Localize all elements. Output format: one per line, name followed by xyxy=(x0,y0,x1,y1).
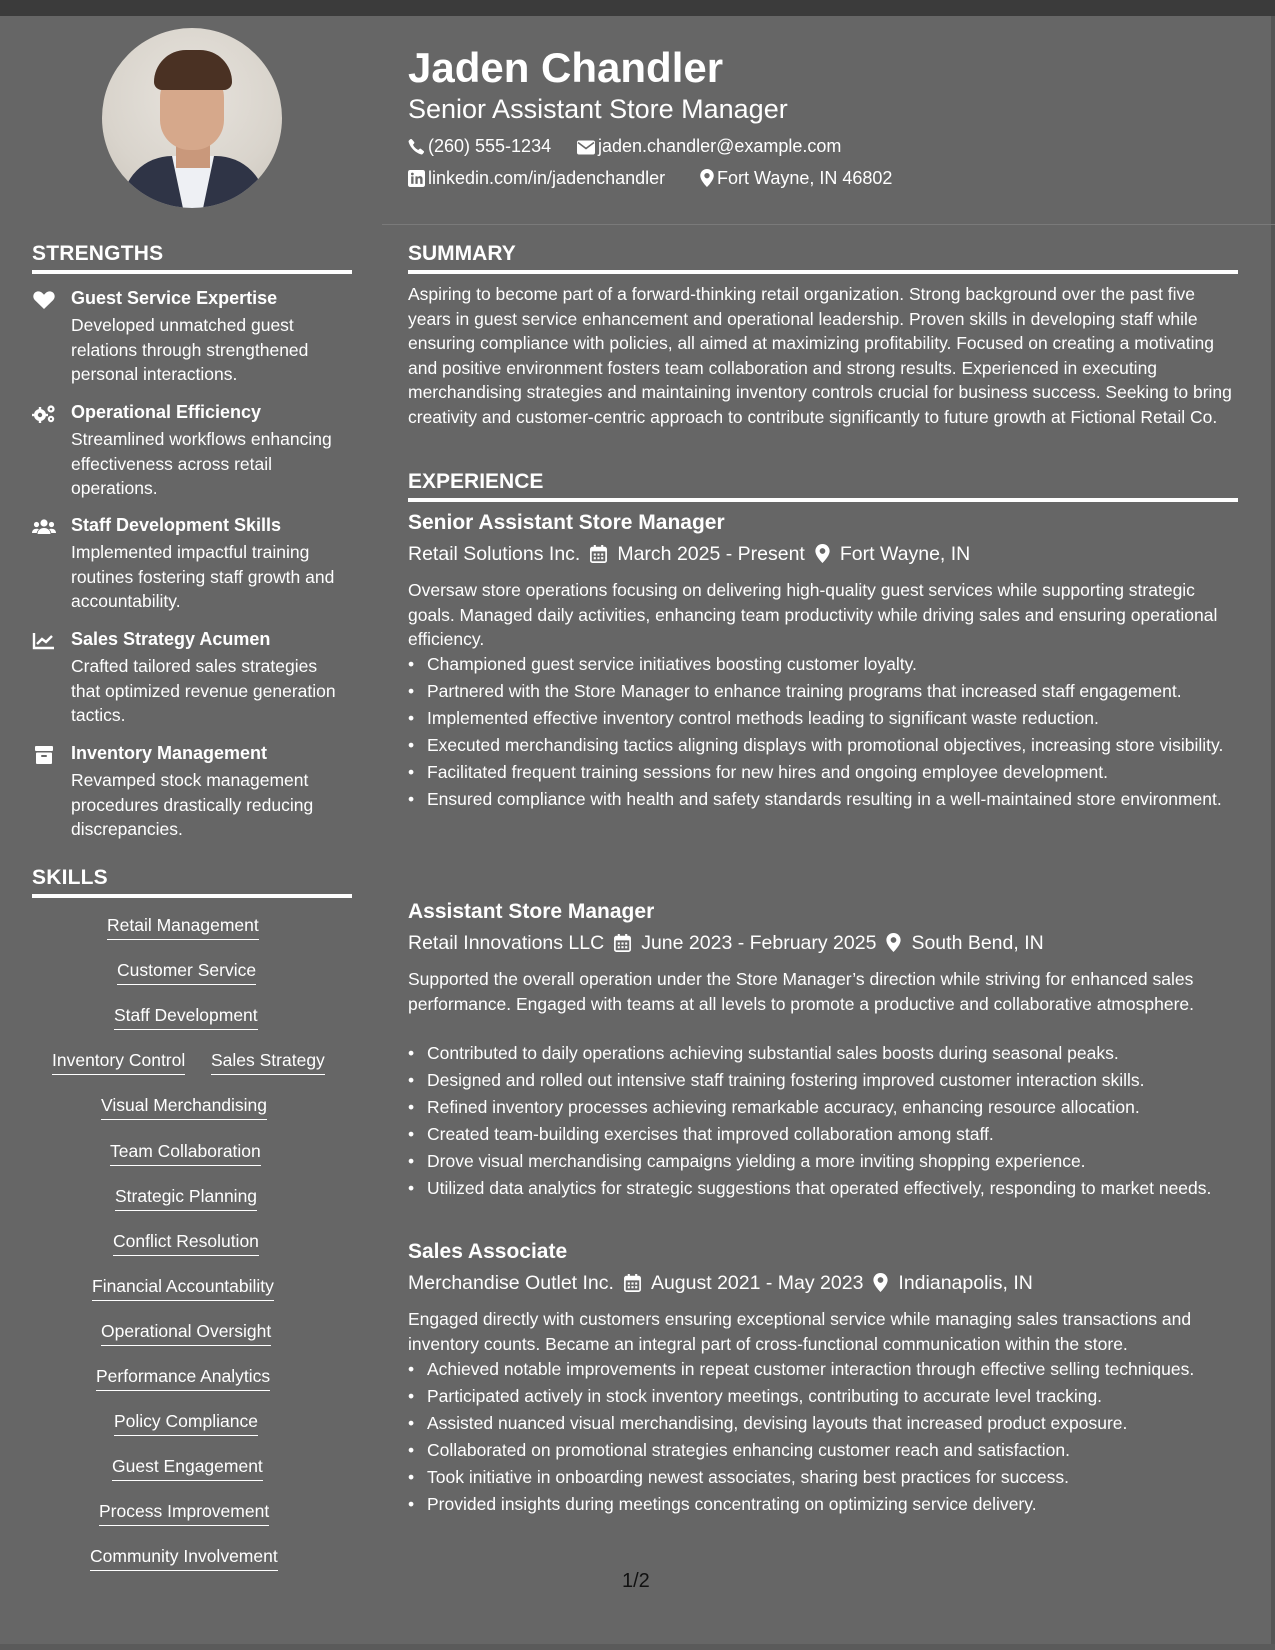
calendar-icon xyxy=(590,545,607,563)
strength-description: Implemented impactful training routines fostering staff growth and accountability. xyxy=(71,542,335,611)
job-meta xyxy=(408,1272,1033,1295)
profile-photo xyxy=(102,28,282,208)
job-description: Oversaw store operations focusing on delivering high-quality guest services while supporting strategic goals. Managed daily activities, enhancing team productivity while driving sales and ensuring operational efficiency. xyxy=(408,580,1218,649)
gears-icon xyxy=(32,404,56,424)
skills-heading: SKILLS xyxy=(32,866,352,898)
skill-tag: Process Improvement xyxy=(99,1501,269,1526)
job-title: Senior Assistant Store Manager xyxy=(408,511,725,534)
strength-title: Inventory Management xyxy=(71,743,268,763)
job-location: Indianapolis, IN xyxy=(898,1272,1033,1294)
job-bullet: • Contributed to daily operations achieving substantial sales boosts during seasonal peaks. xyxy=(408,1041,1238,1066)
viewer-bottom-bar xyxy=(0,1644,1275,1650)
job-bullet: • Partnered with the Store Manager to enhance training programs that increased staff engagement. xyxy=(408,679,1238,704)
job-bullet: • Designed and rolled out intensive staff training fostering improved customer interaction skills. xyxy=(408,1068,1238,1093)
linkedin-icon xyxy=(408,170,425,187)
summary-heading: SUMMARY xyxy=(408,242,1238,274)
linkedin-contact[interactable] xyxy=(408,168,665,189)
calendar-icon xyxy=(614,934,631,952)
job-dates: August 2021 - May 2023 xyxy=(650,1272,864,1294)
skill-tag: Community Involvement xyxy=(90,1546,278,1571)
envelope-icon xyxy=(577,140,595,155)
skill-tag: Performance Analytics xyxy=(96,1366,270,1391)
skill-tag: Customer Service xyxy=(117,960,256,985)
job-location: South Bend, IN xyxy=(911,932,1044,954)
skill-tag: Conflict Resolution xyxy=(113,1231,259,1256)
job-title: Assistant Store Manager xyxy=(408,900,655,923)
page-indicator: 1/2 xyxy=(622,1570,650,1592)
job-bullet: • Refined inventory processes achieving remarkable accuracy, enhancing resource allocation. xyxy=(408,1095,1238,1120)
job-bullet: • Took initiative in onboarding newest associates, sharing best practices for success. xyxy=(408,1465,1238,1490)
job-bullet: • Utilized data analytics for strategic suggestions that operated effectively, responding to market needs. xyxy=(408,1176,1238,1201)
phone-icon xyxy=(408,138,425,155)
job-bullet: • Participated actively in stock inventory meetings, contributing to accurate level tracking. xyxy=(408,1384,1238,1409)
strength-title: Guest Service Expertise xyxy=(71,288,278,308)
map-pin-icon xyxy=(886,933,901,952)
job-description: Supported the overall operation under the Store Manager’s direction while striving for enhanced sales performance. Engaged with teams at all levels to promote a productive and collaborative atmosphere. xyxy=(408,969,1194,1014)
location-text: Fort Wayne, IN 46802 xyxy=(717,168,893,188)
viewer-scrollbar[interactable] xyxy=(1271,16,1275,1650)
phone-contact xyxy=(408,136,551,157)
map-pin-icon xyxy=(873,1273,888,1292)
job-bullet: • Assisted nuanced visual merchandising, devising layouts that increased product exposure. xyxy=(408,1411,1238,1436)
location-contact xyxy=(700,168,892,189)
strength-description: Developed unmatched guest relations through strengthened personal interactions. xyxy=(71,315,309,384)
job-bullet: • Ensured compliance with health and safety standards resulting in a well-maintained store environment. xyxy=(408,787,1238,812)
header-divider xyxy=(382,224,1275,225)
candidate-title: Senior Assistant Store Manager xyxy=(408,94,788,124)
strengths-heading: STRENGTHS xyxy=(32,242,352,274)
job-bullet: • Achieved notable improvements in repeat customer interaction through effective selling techniques. xyxy=(408,1357,1238,1382)
job-bullet: • Collaborated on promotional strategies enhancing customer reach and satisfaction. xyxy=(408,1438,1238,1463)
map-pin-icon xyxy=(700,169,714,187)
strength-title: Sales Strategy Acumen xyxy=(71,629,271,649)
job-company: Retail Solutions Inc. xyxy=(408,543,581,565)
email-contact[interactable] xyxy=(577,136,841,157)
job-title: Sales Associate xyxy=(408,1240,568,1263)
job-dates: June 2023 - February 2025 xyxy=(641,932,877,954)
job-bullet: • Created team-building exercises that improved collaboration among staff. xyxy=(408,1122,1238,1147)
job-bullet: • Implemented effective inventory control methods leading to significant waste reduction. xyxy=(408,706,1238,731)
candidate-name: Jaden Chandler xyxy=(408,44,724,91)
job-company: Merchandise Outlet Inc. xyxy=(408,1272,614,1294)
job-description: Engaged directly with customers ensuring exceptional service while managing sales transactions and inventory counts. Became an integral part of cross-functional communication within the store. xyxy=(408,1309,1192,1354)
job-bullet: • Facilitated frequent training sessions for new hires and ongoing employee development. xyxy=(408,760,1238,785)
calendar-icon xyxy=(624,1274,641,1292)
job-bullet: • Executed merchandising tactics aligning displays with promotional objectives, increasing store visibility. xyxy=(408,733,1238,758)
job-dates: March 2025 - Present xyxy=(617,543,805,565)
skill-tag: Sales Strategy xyxy=(211,1050,325,1075)
chart-line-icon xyxy=(32,631,56,651)
job-bullets xyxy=(408,1041,1238,1203)
skill-tag: Strategic Planning xyxy=(115,1186,257,1211)
experience-heading: EXPERIENCE xyxy=(408,470,1238,502)
job-bullet: • Provided insights during meetings concentrating on optimizing service delivery. xyxy=(408,1492,1238,1517)
summary-text: Aspiring to become part of a forward-thinking retail organization. Strong background over the past five years in guest service enhancement and operational leadership. Proven skills in developing staff while ensuring compliance with policies, all aimed at maximizing profitability. Focused on creating a motivating and positive environment fosters team collaboration and strong results. Experienced in executing merchandising strategies and maintaining inventory controls crucial for business success. Seeking to bring creativity and customer-centric approach to contribute significantly to future growth at Fictional Retail Co. xyxy=(408,284,1232,427)
skill-tag: Policy Compliance xyxy=(114,1411,258,1436)
job-company: Retail Innovations LLC xyxy=(408,932,605,954)
users-icon xyxy=(32,517,56,537)
job-bullets xyxy=(408,1357,1238,1519)
skill-tag: Team Collaboration xyxy=(110,1141,261,1166)
job-bullet: • Championed guest service initiatives boosting customer loyalty. xyxy=(408,652,1238,677)
heart-icon xyxy=(32,290,56,310)
email-text: jaden.chandler@example.com xyxy=(598,136,842,156)
skill-tag: Financial Accountability xyxy=(92,1276,274,1301)
strength-description: Revamped stock management procedures drastically reducing discrepancies. xyxy=(71,770,314,839)
job-meta xyxy=(408,543,970,566)
skill-tag: Operational Oversight xyxy=(101,1321,271,1346)
strength-title: Staff Development Skills xyxy=(71,515,282,535)
linkedin-text: linkedin.com/in/jadenchandler xyxy=(428,168,666,188)
skill-tag: Guest Engagement xyxy=(112,1456,263,1481)
phone-text: (260) 555-1234 xyxy=(428,136,552,156)
skill-tag: Inventory Control xyxy=(52,1050,185,1075)
job-bullets xyxy=(408,652,1238,814)
job-meta xyxy=(408,932,1044,955)
skill-tag: Retail Management xyxy=(107,915,259,940)
box-icon xyxy=(32,745,56,765)
strength-title: Operational Efficiency xyxy=(71,402,262,422)
strength-description: Crafted tailored sales strategies that optimized revenue generation tactics. xyxy=(71,656,336,725)
job-location: Fort Wayne, IN xyxy=(839,543,971,565)
strength-description: Streamlined workflows enhancing effectiveness across retail operations. xyxy=(71,429,332,498)
skill-tag: Staff Development xyxy=(114,1005,258,1030)
map-pin-icon xyxy=(815,544,830,563)
job-bullet: • Drove visual merchandising campaigns yielding a more inviting shopping experience. xyxy=(408,1149,1238,1174)
viewer-top-bar xyxy=(0,0,1275,16)
skill-tag: Visual Merchandising xyxy=(101,1095,267,1120)
